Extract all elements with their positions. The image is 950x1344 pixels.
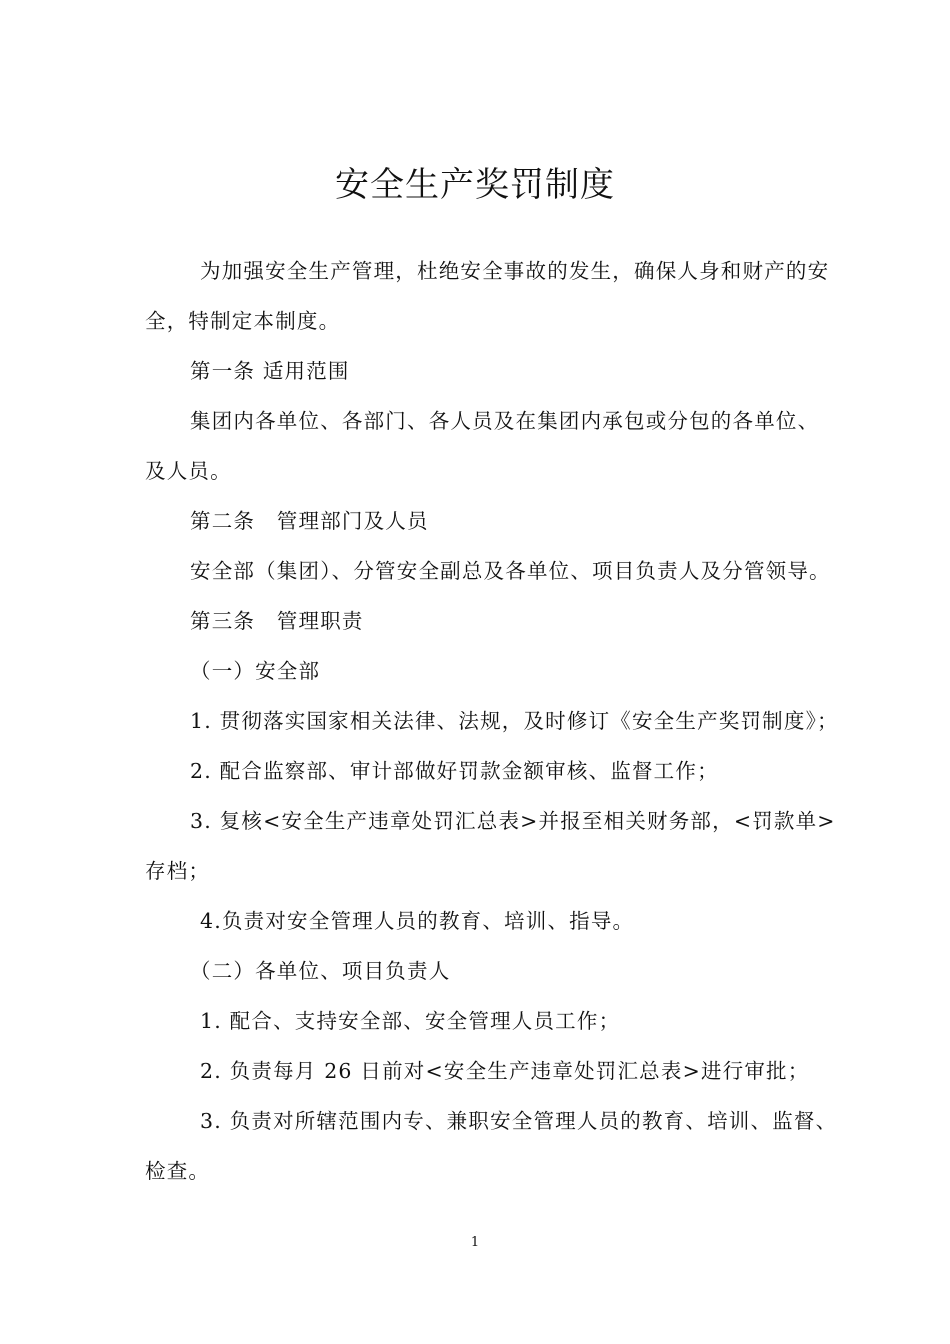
list-item: 1. 贯彻落实国家相关法律、法规，及时修订《安全生产奖罚制度》； <box>190 709 839 733</box>
article-heading: 第二条 管理部门及人员 <box>190 509 429 533</box>
paragraph-line: 安全部（集团）、分管安全副总及各单位、项目负责人及分管领导。 <box>190 559 831 583</box>
list-item-continuation: 存档； <box>145 859 211 883</box>
paragraph-line: 集团内各单位、各部门、各人员及在集团内承包或分包的各单位、 <box>190 409 820 433</box>
list-item: 4.负责对安全管理人员的教育、培训、指导。 <box>200 909 635 933</box>
page-number: 1 <box>470 1235 480 1250</box>
paragraph-line: 及人员。 <box>145 459 232 483</box>
list-item: 2. 负责每月 26 日前对<安全生产违章处罚汇总表>进行审批； <box>200 1059 810 1083</box>
list-item: 2. 配合监察部、审计部做好罚款金额审核、监督工作； <box>190 759 719 783</box>
list-item-continuation: 检查。 <box>145 1159 211 1183</box>
section-heading: （二）各单位、项目负责人 <box>190 959 451 983</box>
list-item: 3. 负责对所辖范围内专、兼职安全管理人员的教育、培训、监督、 <box>200 1109 838 1133</box>
list-item: 3. 复核<安全生产违章处罚汇总表>并报至相关财务部，<罚款单> <box>190 809 836 833</box>
article-heading: 第一条 适用范围 <box>190 359 350 383</box>
document-title: 安全生产奖罚制度 <box>335 165 615 205</box>
article-heading: 第三条 管理职责 <box>190 609 364 633</box>
paragraph-line: 全，特制定本制度。 <box>145 309 341 333</box>
section-heading: （一）安全部 <box>190 659 321 683</box>
paragraph-line: 为加强安全生产管理，杜绝安全事故的发生，确保人身和财产的安 <box>200 259 830 283</box>
list-item: 1. 配合、支持安全部、安全管理人员工作； <box>200 1009 621 1033</box>
